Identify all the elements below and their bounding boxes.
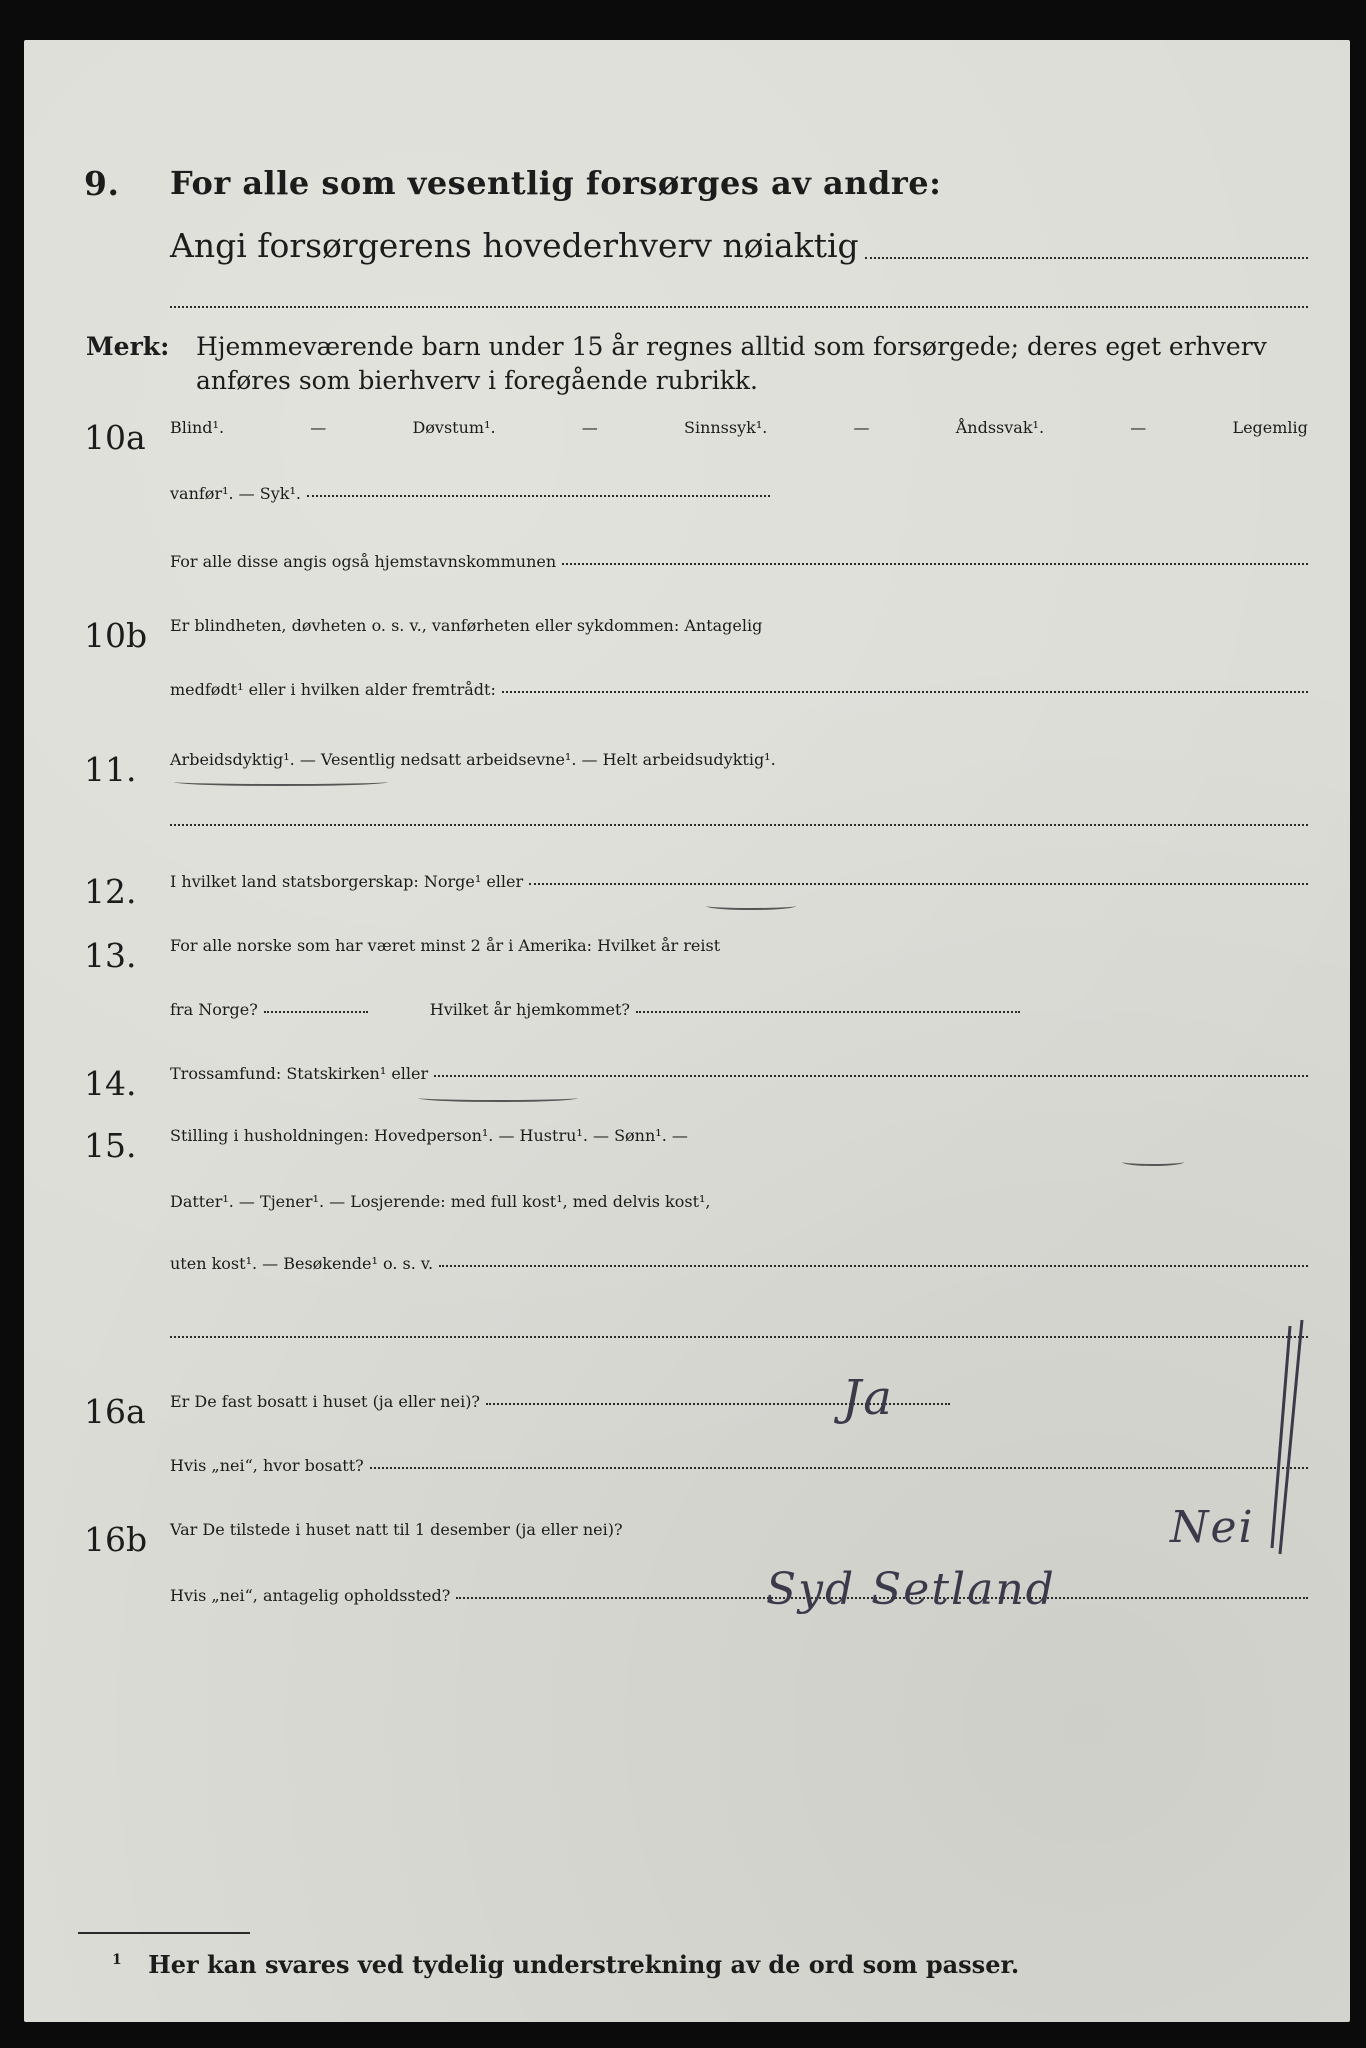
q10a-dash-3: — — [853, 418, 870, 437]
q11-underline-mark — [174, 778, 388, 786]
q13-number: 13. — [84, 936, 137, 975]
q16a-question: Er De fast bosatt i huset (ja eller nei)? — [170, 1392, 481, 1411]
q16a-line1 — [170, 1392, 950, 1411]
q10a-legemlig: Legemlig — [1232, 418, 1308, 437]
q13-line1 — [170, 936, 1308, 955]
q9-line2 — [170, 226, 1308, 265]
q14-line1 — [170, 1064, 1308, 1083]
q12-question: I hvilket land statsborgerskap: Norge¹ eller — [170, 872, 524, 891]
q10a-number: 10a — [84, 418, 146, 457]
q11-options: Arbeidsdyktig¹. — Vesentlig nedsatt arbeidsevne¹. — Helt arbeidsudyktig¹. — [170, 750, 776, 769]
q15-field[interactable] — [439, 1265, 1308, 1267]
q9-answer-field[interactable] — [865, 257, 1308, 259]
q10b-medfodt: medfødt¹ eller i hvilken alder fremtrådt: — [170, 680, 496, 699]
q16a-hvis-nei: Hvis „nei“, hvor bosatt? — [170, 1456, 364, 1475]
q9-question: Angi forsørgerens hovederhverv nøiaktig — [170, 226, 859, 265]
q16a-number: 16a — [84, 1392, 146, 1431]
q9-answer-line-2[interactable] — [170, 306, 1308, 308]
q10a-hjemstavn-field[interactable] — [562, 563, 1308, 565]
q11-answer-line[interactable] — [170, 824, 1308, 826]
q13-question: For alle norske som har været minst 2 år i Amerika: Hvilket år reist — [170, 936, 721, 955]
q15-datter: Datter¹. — Tjener¹. — Losjerende: med full kost¹, med delvis kost¹, — [170, 1192, 711, 1211]
q16b-opholdssted: Hvis „nei“, antagelig opholdssted? — [170, 1586, 451, 1605]
q12-number: 12. — [84, 872, 137, 911]
q13-line2 — [170, 1000, 1020, 1019]
merk-label: Merk: — [86, 332, 170, 361]
q9-heading: For alle som vesentlig forsørges av andre: — [170, 164, 942, 202]
q10a-dovstum: Døvstum¹. — [412, 418, 496, 437]
q12-field[interactable] — [529, 883, 1308, 885]
q10b-line2 — [170, 680, 1308, 699]
q11-line1 — [170, 750, 1308, 769]
q13-reist: fra Norge? — [170, 1000, 258, 1019]
q10a-hjemstavn: For alle disse angis også hjemstavnskommunen — [170, 552, 557, 571]
footnote-marker: 1 — [112, 1952, 122, 1968]
q15-stilling: Stilling i husholdningen: Hovedperson¹. — Hustru¹. — Sønn¹. — — [170, 1126, 688, 1145]
q14-number: 14. — [84, 1064, 137, 1103]
q15-line2 — [170, 1192, 1308, 1211]
q16a-handwritten-answer: Ja — [842, 1370, 894, 1426]
q16b-handwritten-place: Syd Setland — [766, 1564, 1056, 1615]
q12-underline-mark — [706, 902, 796, 910]
q13-hjemkommet: Hvilket år hjemkommet? — [429, 1000, 630, 1019]
q10a-line3 — [170, 552, 1308, 571]
q10a-vanfor-syk: vanfør¹. — Syk¹. — [170, 484, 301, 503]
q10b-field[interactable] — [502, 691, 1308, 693]
q15-number: 15. — [84, 1126, 137, 1165]
q10a-line1 — [170, 418, 1308, 437]
q16b-line2 — [170, 1586, 1308, 1605]
q10a-syk-field[interactable] — [307, 495, 770, 497]
q10a-andssvak: Åndssvak¹. — [955, 418, 1045, 437]
q15-line1 — [170, 1126, 1308, 1145]
q10a-blind: Blind¹. — [170, 418, 225, 437]
footnote-text: Her kan svares ved tydelig understrekning av de ord som passer. — [148, 1950, 1020, 1979]
q16a-bosatt-field[interactable] — [370, 1467, 1308, 1469]
check-stroke-mark — [1250, 1318, 1310, 1568]
footnote — [112, 1950, 1019, 1979]
q16b-number: 16b — [84, 1520, 148, 1559]
q14-question: Trossamfund: Statskirken¹ eller — [170, 1064, 429, 1083]
q15-line3 — [170, 1254, 1308, 1273]
merk-text: Hjemmeværende barn under 15 år regnes alltid som forsørgede; deres eget erhverv anføres som bierhverv i foregående rubrikk. — [196, 332, 1267, 395]
q11-number: 11. — [84, 750, 137, 789]
q16a-line2 — [170, 1456, 1308, 1475]
q16b-handwritten-answer: Nei — [1170, 1502, 1255, 1553]
q9-line1 — [170, 164, 1308, 202]
q10b-line1 — [170, 616, 1308, 635]
footnote-rule — [78, 1932, 250, 1934]
q14-field[interactable] — [434, 1075, 1308, 1077]
q10a-dash-4: — — [1130, 418, 1147, 437]
q13-hjemkommet-field[interactable] — [636, 1011, 1020, 1013]
q9-number: 9. — [84, 164, 120, 203]
q10a-line2 — [170, 484, 770, 503]
merk-note — [86, 330, 1308, 398]
q13-reist-field[interactable] — [264, 1011, 368, 1013]
q15-underline-mark — [1122, 1158, 1184, 1166]
q10b-number: 10b — [84, 616, 148, 655]
q15-answer-line[interactable] — [170, 1336, 1308, 1338]
q14-underline-mark — [418, 1094, 578, 1102]
q12-line1 — [170, 872, 1308, 891]
q10a-sinnssyk: Sinnssyk¹. — [683, 418, 768, 437]
census-form-sheet — [24, 40, 1350, 2022]
q16b-question: Var De tilstede i huset natt til 1 desember (ja eller nei)? — [170, 1520, 623, 1539]
q16b-line1 — [170, 1520, 1160, 1539]
q10a-dash-2: — — [581, 418, 598, 437]
q10a-dash-1: — — [310, 418, 327, 437]
q15-uten-kost: uten kost¹. — Besøkende¹ o. s. v. — [170, 1254, 434, 1273]
q10b-question: Er blindheten, døvheten o. s. v., vanførheten eller sykdommen: Antagelig — [170, 616, 763, 635]
